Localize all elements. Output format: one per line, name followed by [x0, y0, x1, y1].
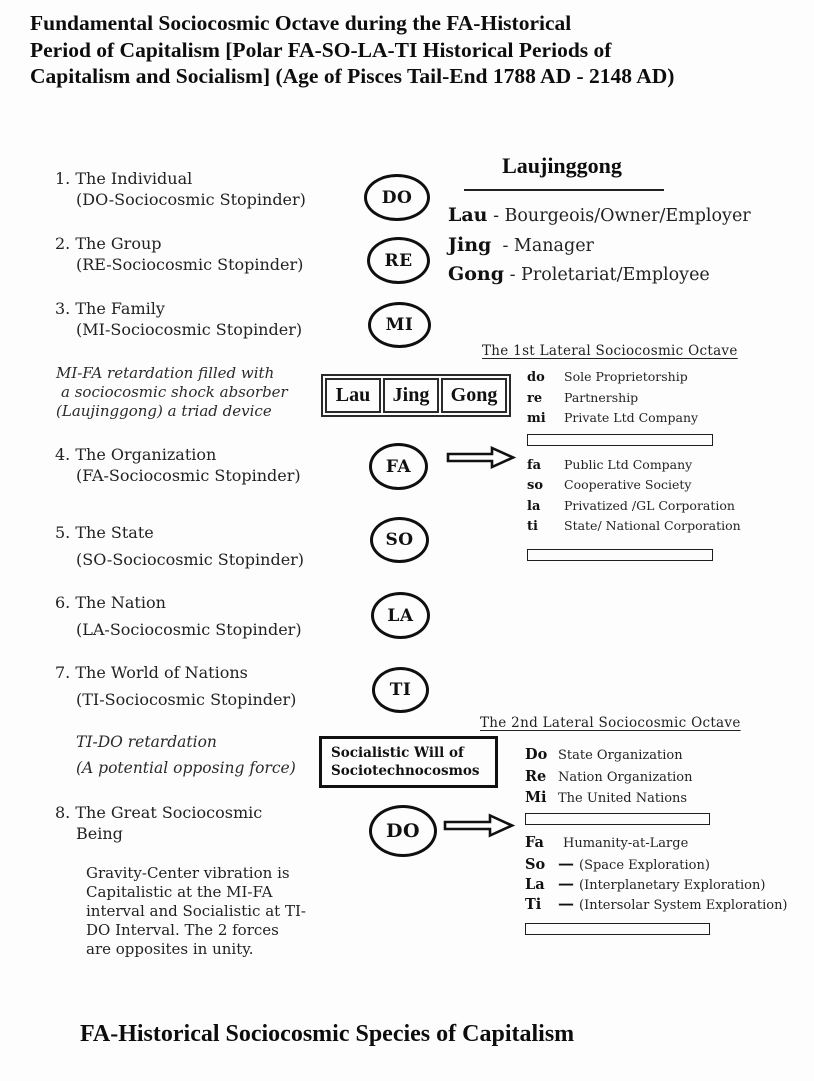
octave1-row: [527, 477, 741, 498]
laujinggong-cell-gong: Gong: [441, 378, 507, 413]
stopinder-name: 5. The State: [55, 523, 154, 542]
laujinggong-term: Lau: [448, 204, 488, 226]
page-title-line: Capitalism and Socialism] (Age of Pisces Tail-End 1788 AD - 2148 AD): [30, 64, 675, 88]
octave2-row: [525, 789, 788, 811]
note-circle-do-1: [364, 174, 430, 221]
note-circle-label: MI: [385, 315, 414, 335]
empty-interval-bar: [527, 549, 713, 561]
octave2-note: Do: [525, 746, 548, 763]
octave1-note: re: [527, 390, 543, 406]
dash-mark: —: [558, 893, 574, 913]
note-line: (Laujinggong) a triad device: [56, 402, 272, 420]
stopinder-item-2: [55, 233, 303, 275]
octave1-row: [527, 390, 741, 411]
note-line: TI-DO retardation: [76, 733, 217, 751]
empty-interval-bar: [525, 923, 710, 935]
laujinggong-def: - Proletariat/Employee: [509, 265, 710, 285]
laujinggong-def: - Manager: [502, 235, 594, 256]
page-title-line: Fundamental Sociocosmic Octave during the FA-Historical: [30, 11, 572, 35]
laujinggong-table: [321, 374, 511, 417]
octave2-label: The United Nations: [558, 791, 688, 806]
page-title: [30, 10, 805, 90]
note-line: are opposites in unity.: [86, 940, 254, 958]
laujinggong-cell-lau: Lau: [325, 378, 381, 413]
stopinder-item-5: [55, 519, 304, 573]
note-circle-la: [371, 592, 430, 639]
octave2-row: [525, 874, 788, 894]
octave1-note: fa: [527, 457, 542, 473]
octave2-row: [525, 854, 788, 874]
laujinggong-cell-jing: Jing: [383, 378, 439, 413]
page-title-line: Period of Capitalism [Polar FA-SO-LA-TI Historical Periods of: [30, 37, 612, 62]
note-circle-label: DO: [385, 820, 421, 842]
octave1-note: do: [527, 370, 545, 385]
stopinder-item-3: [55, 298, 302, 340]
stopinder-item-6: [55, 589, 302, 643]
octave2-note: La: [525, 875, 545, 893]
laujinggong-entry: [448, 231, 751, 261]
octave2-note: Mi: [525, 789, 547, 806]
stopinder-name: 4. The Organization: [55, 445, 217, 464]
stopinder-item-7: [55, 659, 296, 713]
laujinggong-term: Jing: [448, 233, 492, 256]
stopinder-sub: (RE-Sociocosmic Stopinder): [76, 255, 304, 274]
laujinggong-entry: [448, 260, 751, 290]
stopinder-sub: (DO-Sociocosmic Stopinder): [76, 190, 306, 209]
octave2-heading: The 2nd Lateral Sociocosmic Octave: [480, 715, 741, 731]
note-line: (A potential opposing force): [76, 759, 296, 777]
octave1-lower-group: [527, 457, 741, 539]
note-circle-fa: [369, 443, 428, 490]
octave2-note: Re: [525, 767, 547, 785]
octave1-label: Cooperative Society: [564, 477, 692, 492]
stopinder-name: 1. The Individual: [55, 169, 193, 188]
note-circle-ti: [372, 667, 429, 713]
octave1-label: Privatized /GL Corporation: [564, 497, 735, 513]
octave1-note: ti: [527, 519, 538, 534]
footer-title: FA-Historical Sociocosmic Species of Capitalism: [80, 1021, 575, 1047]
note-circle-so: [370, 517, 429, 563]
note-circle-label: SO: [385, 530, 414, 550]
octave2-label: Nation Organization: [558, 769, 693, 785]
tido-retardation-note: [76, 729, 296, 781]
laujinggong-term: Gong: [448, 263, 504, 285]
note-line: Gravity-Center vibration is: [86, 864, 290, 882]
stopinder-item-1: [55, 168, 306, 210]
octave2-note: Fa: [525, 833, 544, 851]
octave1-label: Public Ltd Company: [564, 456, 693, 472]
stopinder-name: 6. The Nation: [55, 593, 166, 612]
octave1-label: State/ National Corporation: [564, 518, 741, 533]
note-circle-label: RE: [384, 250, 413, 271]
stopinder-item-8: [55, 802, 262, 844]
dash-mark: —: [558, 853, 574, 873]
right-arrow-icon: [446, 445, 516, 470]
octave2-row: [525, 768, 788, 790]
octave1-note: so: [527, 478, 543, 493]
stopinder-sub: (LA-Sociocosmic Stopinder): [76, 620, 302, 639]
octave2-label: State Organization: [558, 748, 683, 763]
octave2-lower-group: [525, 834, 788, 914]
octave2-row: [525, 894, 788, 914]
note-circle-label: LA: [387, 605, 414, 626]
octave2-label: (Interplanetary Exploration): [579, 877, 766, 893]
octave2-label: (Intersolar System Exploration): [579, 897, 788, 913]
stopinder-name: 8. The Great Sociocosmic: [55, 803, 263, 822]
octave2-label: Humanity-at-Large: [563, 835, 689, 851]
laujinggong-def: - Bourgeois/Owner/Employer: [493, 206, 751, 226]
stopinder-name: 2. The Group: [55, 234, 162, 253]
laujinggong-underline: [464, 189, 664, 191]
stopinder-sub: (MI-Sociocosmic Stopinder): [76, 320, 303, 339]
octave1-note: la: [527, 498, 541, 514]
note-circle-mi: [368, 302, 431, 348]
octave1-row: [527, 518, 741, 539]
octave2-note: Ti: [525, 895, 542, 913]
note-circle-label: DO: [381, 187, 413, 208]
octave1-list: [527, 369, 741, 561]
gravity-center-note: [86, 864, 306, 959]
note-line: DO Interval. The 2 forces: [86, 921, 279, 939]
right-arrow-icon: [443, 812, 515, 839]
note-line: interval and Socialistic at TI-: [86, 902, 306, 920]
octave1-row: [527, 369, 741, 390]
octave1-label: Sole Proprietorship: [564, 369, 688, 384]
note-circle-label: FA: [385, 456, 412, 477]
stopinder-name: 7. The World of Nations: [55, 663, 248, 682]
octave2-row: [525, 834, 788, 854]
octave1-row: [527, 410, 741, 431]
note-line: MI-FA retardation filled with: [56, 364, 275, 382]
stopinder-item-4: [55, 444, 301, 486]
note-line: a sociocosmic shock absorber: [61, 383, 288, 401]
stopinder-name: 3. The Family: [55, 299, 165, 318]
octave2-row: [525, 746, 788, 768]
dash-mark: —: [558, 873, 574, 893]
socialistic-will-line: Socialistic Will of: [331, 745, 464, 761]
stopinder-sub: (FA-Sociocosmic Stopinder): [76, 466, 301, 485]
note-circle-do-8: [369, 805, 437, 857]
octave1-row: [527, 498, 741, 519]
stopinder-sub: (SO-Sociocosmic Stopinder): [76, 550, 305, 569]
empty-interval-bar: [525, 813, 710, 825]
stopinder-sub: (TI-Sociocosmic Stopinder): [76, 690, 297, 709]
octave2-label: (Space Exploration): [579, 857, 710, 873]
octave1-row: [527, 457, 741, 478]
octave2-list: [525, 746, 788, 935]
note-circle-re: [367, 237, 430, 284]
laujinggong-entry: [448, 201, 751, 231]
socialistic-will-box: [319, 736, 498, 788]
note-line: Capitalistic at the MI-FA: [86, 883, 273, 901]
octave1-note: mi: [527, 411, 546, 426]
octave1-label: Partnership: [564, 389, 639, 405]
laujinggong-title: Laujinggong: [502, 153, 622, 178]
socialistic-will-line: Sociotechnocosmos: [331, 763, 480, 779]
octave1-heading: The 1st Lateral Sociocosmic Octave: [482, 343, 738, 359]
note-circle-label: TI: [389, 680, 412, 700]
laujinggong-legend: [448, 201, 751, 290]
mifa-retardation-note: [56, 364, 288, 421]
octave1-label: Private Ltd Company: [564, 410, 699, 425]
empty-interval-bar: [527, 434, 713, 446]
octave2-note: So: [525, 855, 546, 873]
stopinder-sub: Being: [76, 824, 123, 843]
